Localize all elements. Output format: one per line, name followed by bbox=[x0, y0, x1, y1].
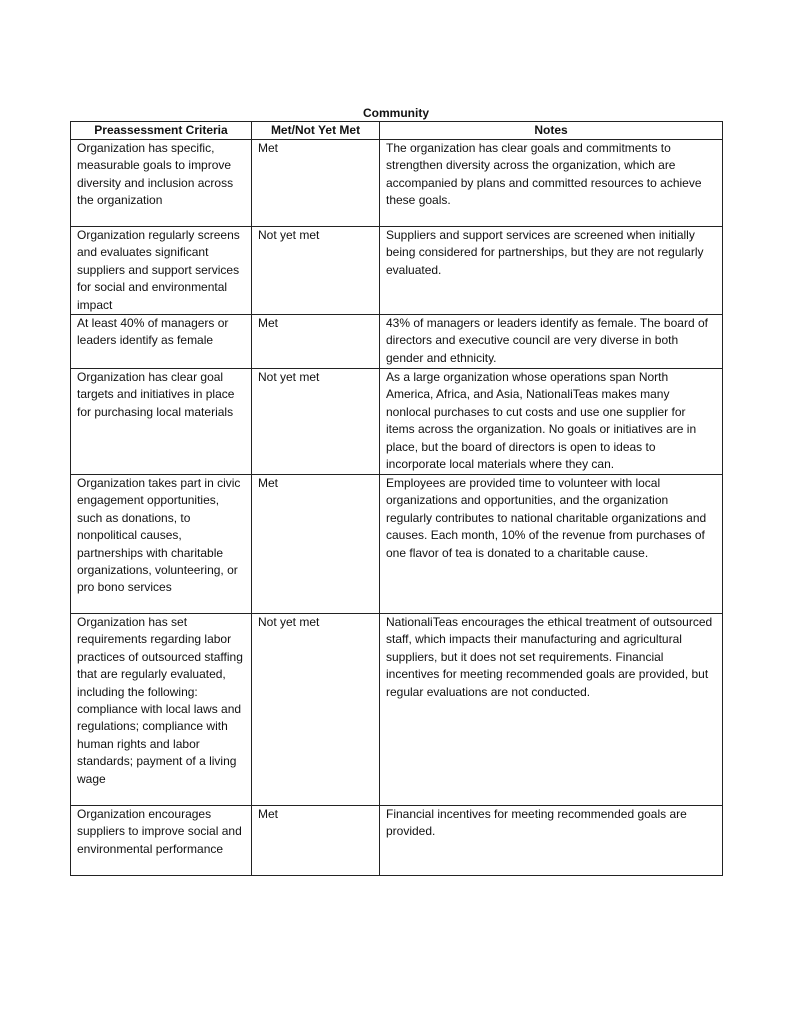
table-row bbox=[71, 227, 723, 315]
criteria-cell: Organization regularly screens and evaluates significant suppliers and support services for social and environmental impact bbox=[71, 227, 252, 315]
criteria-cell: Organization has clear goal targets and initiatives in place for purchasing local materials bbox=[71, 369, 252, 475]
criteria-table bbox=[70, 121, 723, 876]
notes-cell: 43% of managers or leaders identify as female. The board of directors and executive council are very diverse in both gender and ethnicity. bbox=[380, 315, 723, 369]
table-row bbox=[71, 140, 723, 227]
criteria-cell: At least 40% of managers or leaders identify as female bbox=[71, 315, 252, 369]
status-cell: Met bbox=[252, 806, 380, 876]
notes-cell: Suppliers and support services are screened when initially being considered for partnerships, but they are not regularly evaluated. bbox=[380, 227, 723, 315]
status-cell: Not yet met bbox=[252, 614, 380, 806]
table-row bbox=[71, 806, 723, 876]
header-notes: Notes bbox=[380, 122, 723, 140]
table-row bbox=[71, 369, 723, 475]
notes-cell: NationaliTeas encourages the ethical treatment of outsourced staff, which impacts their manufacturing and agricultural suppliers, but it does not set requirements. Financial incentives for meeting recommended goals are provided, but regular evaluations are not conducted. bbox=[380, 614, 723, 806]
table-row bbox=[71, 475, 723, 614]
status-cell: Not yet met bbox=[252, 369, 380, 475]
table-title: Community bbox=[363, 106, 429, 120]
header-criteria: Preassessment Criteria bbox=[71, 122, 252, 140]
status-cell: Not yet met bbox=[252, 227, 380, 315]
criteria-cell: Organization encourages suppliers to improve social and environmental performance bbox=[71, 806, 252, 876]
criteria-cell: Organization has set requirements regarding labor practices of outsourced staffing that are regularly evaluated, including the following: compliance with local laws and regulations; compliance with human rights and labor standards; payment of a living wage bbox=[71, 614, 252, 806]
criteria-cell: Organization has specific, measurable goals to improve diversity and inclusion across the organization bbox=[71, 140, 252, 227]
notes-cell: As a large organization whose operations span North America, Africa, and Asia, NationaliTeas makes many nonlocal purchases to cut costs and use one supplier for items across the organization. No goals or initiatives are in place, but the board of directors is open to ideas to incorporate local materials where they can. bbox=[380, 369, 723, 475]
notes-cell: Financial incentives for meeting recommended goals are provided. bbox=[380, 806, 723, 876]
notes-cell: The organization has clear goals and commitments to strengthen diversity across the organization, which are accompanied by plans and committed resources to achieve these goals. bbox=[380, 140, 723, 227]
table-row bbox=[71, 614, 723, 806]
criteria-cell: Organization takes part in civic engagement opportunities, such as donations, to nonpolitical causes, partnerships with charitable organizations, volunteering, or pro bono services bbox=[71, 475, 252, 614]
status-cell: Met bbox=[252, 140, 380, 227]
status-cell: Met bbox=[252, 315, 380, 369]
table-row bbox=[71, 315, 723, 369]
notes-cell: Employees are provided time to volunteer with local organizations and opportunities, and the organization regularly contributes to national charitable organizations and causes. Each month, 10% of the revenue from purchases of one flavor of tea is donated to a charitable cause. bbox=[380, 475, 723, 614]
header-status: Met/Not Yet Met bbox=[252, 122, 380, 140]
status-cell: Met bbox=[252, 475, 380, 614]
header-row bbox=[71, 122, 723, 140]
